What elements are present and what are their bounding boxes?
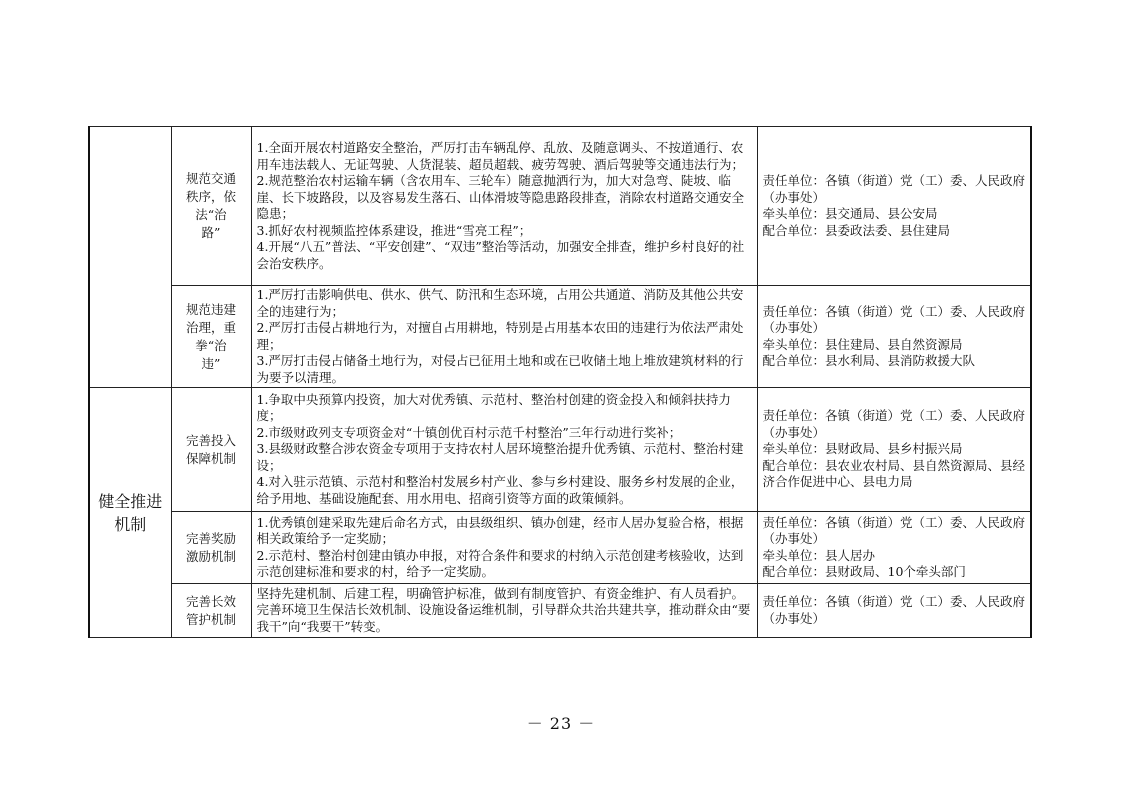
measures-cell — [251, 584, 757, 638]
unit-line: 牵头单位：县财政局、县乡村振兴局 — [762, 441, 963, 457]
measure-item: 1.严厉打击影响供电、供水、供气、防汛和生态环境，占用公共通道、消防及其他公共安全的违建行为； — [256, 287, 744, 319]
table-row — [89, 512, 1031, 584]
table-row — [89, 286, 1031, 388]
subcategory-line: 完善投入 — [185, 432, 236, 448]
unit-line: 责任单位：各镇（街道）党（工）委、人民政府（办事处） — [762, 408, 1026, 440]
units-cell — [757, 584, 1031, 638]
unit-line: 责任单位：各镇（街道）党（工）委、人民政府（办事处） — [762, 173, 1026, 205]
subcategory-cell — [171, 512, 251, 584]
measure-item: 4.开展“八五”普法、“平安创建”、“双违”整治等活动，加强安全排查，维护乡村良好的社会治安秩序。 — [256, 239, 745, 271]
subcategory-cell — [171, 388, 251, 512]
measures-cell — [251, 512, 757, 584]
measure-item: 3.县级财政整合涉农资金专项用于支持农村人居环境整治提升优秀镇、示范村、整治村建设； — [256, 441, 744, 473]
measure-item: 3.严厉打击侵占储备土地行为，对侵占已征用土地和或在已收储土地上堆放建筑材料的行为要予以清理。 — [256, 353, 744, 385]
unit-line: 配合单位：县农业农村局、县自然资源局、县经济合作促进中心、县电力局 — [762, 457, 1026, 490]
subcategory-line: 治理，重 — [185, 319, 236, 335]
subcategory-line: 管护机制 — [185, 611, 236, 627]
subcategory-line: 规范违建 — [185, 301, 236, 317]
category-cell — [89, 127, 171, 388]
table-row — [89, 388, 1031, 512]
unit-line: 牵头单位：县人居办 — [762, 547, 876, 563]
units-cell — [757, 286, 1031, 388]
subcategory-line: 完善长效 — [185, 593, 236, 609]
measures-table — [88, 126, 1032, 638]
table-row — [89, 584, 1031, 638]
unit-line: 责任单位：各镇（街道）党（工）委、人民政府（办事处） — [762, 514, 1026, 546]
measure-item: 2.示范村、整治村创建由镇办申报，对符合条件和要求的村纳入示范创建考核验收，达到示范创建标准和要求的村，给予一定奖励。 — [256, 547, 744, 579]
unit-line: 牵头单位：县住建局、县自然资源局 — [762, 336, 963, 352]
unit-line: 责任单位：各镇（街道）党（工）委、人民政府（办事处） — [762, 303, 1026, 335]
category-cell: 健全推进机制 — [89, 388, 171, 638]
units-cell — [757, 512, 1031, 584]
measures-cell — [251, 127, 757, 286]
unit-line: 配合单位：县水利局、县消防救援大队 — [762, 353, 976, 368]
measure-item: 2.规范整治农村运输车辆（含农用车、三轮车）随意抛洒行为，加大对急弯、陡坡、临崖、长下坡路段，以及容易发生落石、山体滑坡等隐患路段排查，消除农村道路交通安全隐患； — [256, 173, 745, 221]
subcategory-cell — [171, 286, 251, 388]
measure-item: 4.对入驻示范镇、示范村和整治村发展乡村产业、参与乡村建设、服务乡村发展的企业，给予用地、基础设施配套、用水用电、招商引资等方面的政策倾斜。 — [256, 474, 744, 506]
measure-item: 2.严厉打击侵占耕地行为，对擅自占用耕地，特别是占用基本农田的违建行为依法严肃处理； — [256, 320, 744, 352]
unit-line: 配合单位：县委政法委、县住建局 — [762, 222, 951, 238]
subcategory-cell — [171, 584, 251, 638]
unit-line: 牵头单位：县交通局、县公安局 — [762, 206, 938, 221]
measures-cell — [251, 286, 757, 388]
subcategory-line: 完善奖励 — [185, 530, 236, 546]
subcategory-line: 规范交通 — [185, 171, 236, 186]
measures-cell — [251, 388, 757, 512]
units-cell — [757, 127, 1031, 286]
subcategory-line: 路” — [201, 225, 221, 240]
subcategory-line: 违” — [201, 355, 221, 371]
subcategory-line: 保障机制 — [185, 450, 236, 466]
measure-item: 1.优秀镇创建采取先建后命名方式，由县级组织、镇办创建，经市人居办复验合格，根据相关政策给予一定奖励； — [256, 514, 744, 546]
subcategory-line: 激励机制 — [185, 548, 236, 564]
measure-item: 3.抓好农村视频监控体系建设，推进“雪亮工程”； — [256, 222, 532, 238]
subcategory-cell — [171, 127, 251, 286]
measure-item: 坚持先建机制、后建工程，明确管护标准，做到有制度管护、有资金维护、有人员看护。完善环境卫生保洁长效机制、设施设备运维机制，引导群众共治共建共享，推动群众由“要我干”向“我要干”转变。 — [256, 585, 751, 634]
subcategory-line: 拳“治 — [195, 337, 227, 353]
measure-item: 2.市级财政列支专项资金对“十镇创优百村示范千村整治”三年行动进行奖补； — [256, 424, 682, 440]
unit-line: 责任单位：各镇（街道）党（工）委、人民政府（办事处） — [762, 594, 1026, 626]
subcategory-line: 秩序，依 — [185, 189, 236, 204]
units-cell — [757, 388, 1031, 512]
measure-item: 1.全面开展农村道路安全整治，严厉打击车辆乱停、乱放、及随意调头、不按道通行、农用车违法载人、无证驾驶、人货混装、超员超载、疲劳驾驶、酒后驾驶等交通违法行为； — [256, 140, 745, 172]
subcategory-line: 法“治 — [195, 207, 227, 222]
measure-item: 1.争取中央预算内投资，加大对优秀镇、示范村、整治村创建的资金投入和倾斜扶持力度； — [256, 391, 731, 424]
table-row — [89, 127, 1031, 286]
page-number: － 23 － — [526, 714, 596, 733]
unit-line: 配合单位：县财政局、10个牵头部门 — [762, 564, 966, 579]
